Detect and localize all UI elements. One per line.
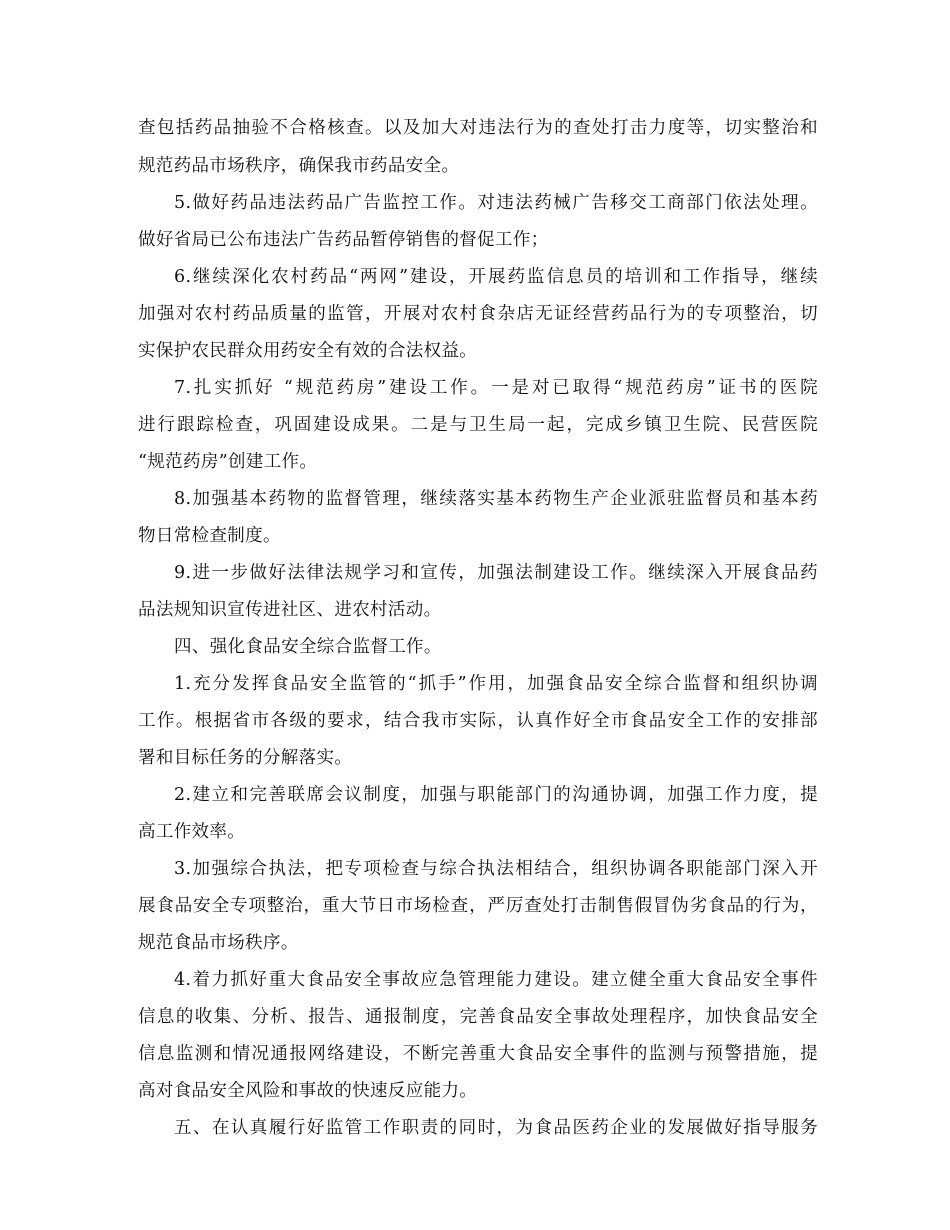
paragraph-line: 实保护农民群众用药安全有效的合法权益。 (138, 341, 478, 361)
paragraph-line: 规范药品市场秩序，确保我市药品安全。 (138, 156, 460, 176)
list-item-8-line: 8.加强基本药物的监督管理，继续落实基本药物生产企业派驻监督员和基本药 (174, 489, 818, 509)
paragraph-line: 品法规知识宣传进社区、进农村活动。 (138, 600, 442, 620)
paragraph-line: 进行跟踪检查，巩固建设成果。二是与卫生局一起，完成乡镇卫生院、民营医院 (138, 415, 818, 435)
paragraph-line: 规范食品市场秩序。 (138, 933, 299, 953)
section-heading-4: 四、强化食品安全综合监督工作。 (174, 637, 442, 657)
list-item-3-line: 3.加强综合执法，把专项检查与综合执法相结合，组织协调各职能部门深入开 (174, 859, 818, 879)
list-item-7-line: 7.扎实抓好 “规范药房”建设工作。一是对已取得“规范药房”证书的医院 (174, 378, 818, 398)
paragraph-line: 加强对农村药品质量的监管，开展对农村食杂店无证经营药品行为的专项整治，切 (138, 304, 818, 324)
paragraph-line: 物日常检查制度。 (138, 526, 281, 546)
list-item-1-line: 1.充分发挥食品安全监管的“抓手”作用，加强食品安全综合监督和组织协调 (174, 674, 818, 694)
section-heading-5: 五、在认真履行好监管工作职责的同时，为食品医药企业的发展做好指导服务 (174, 1118, 818, 1138)
paragraph-line: 工作。根据省市各级的要求，结合我市实际，认真作好全市食品安全工作的安排部 (138, 711, 818, 731)
paragraph-line: 展食品安全专项整治，重大节日市场检查，严厉查处打击制售假冒伪劣食品的行为， (138, 896, 818, 916)
list-item-4-line: 4.着力抓好重大食品安全事故应急管理能力建设。建立健全重大食品安全事件 (174, 970, 818, 990)
list-item-5-line: 5.做好药品违法药品广告监控工作。对违法药械广告移交工商部门依法处理。 (174, 193, 818, 213)
list-item-6-line: 6.继续深化农村药品“两网”建设，开展药监信息员的培训和工作指导，继续 (174, 267, 818, 287)
paragraph-line: 高对食品安全风险和事故的快速反应能力。 (138, 1081, 478, 1101)
paragraph-line: 做好省局已公布违法广告药品暂停销售的督促工作； (138, 230, 549, 250)
list-item-2-line: 2.建立和完善联席会议制度，加强与职能部门的沟通协调，加强工作力度，提 (174, 785, 818, 805)
paragraph-line: 信息监测和情况通报网络建设，不断完善重大食品安全事件的监测与预警措施，提 (138, 1044, 818, 1064)
paragraph-line: 署和目标任务的分解落实。 (138, 748, 353, 768)
paragraph-line: 信息的收集、分析、报告、通报制度，完善食品安全事故处理程序，加快食品安全 (138, 1007, 818, 1027)
paragraph-line: “规范药房”创建工作。 (138, 452, 318, 472)
paragraph-line: 高工作效率。 (138, 822, 246, 842)
paragraph-line: 查包括药品抽验不合格核查。以及加大对违法行为的查处打击力度等，切实整治和 (138, 118, 818, 138)
list-item-9-line: 9.进一步做好法律法规学习和宣传，加强法制建设工作。继续深入开展食品药 (174, 563, 818, 583)
